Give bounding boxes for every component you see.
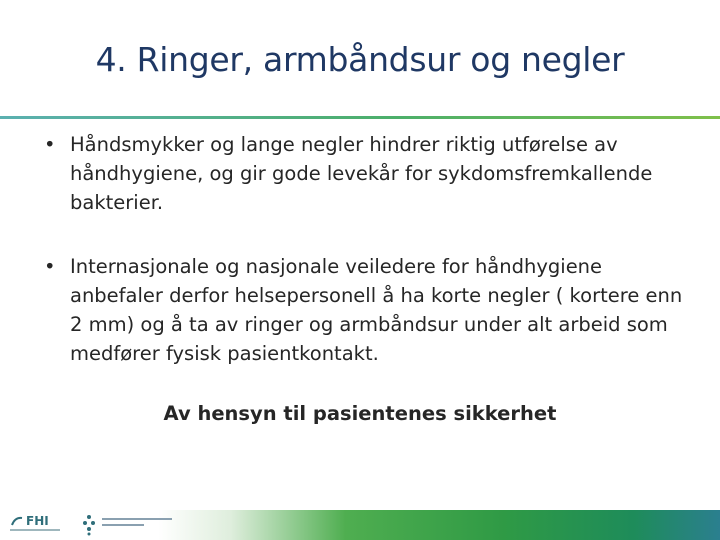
- bullet-text: Internasjonale og nasjonale veiledere for håndhygiene anbefaler derfor helsepersonell å ha korte negler ( kortere enn 2 mm) og å ta av ringer og armbåndsur under alt arbeid som medfører fysisk pasientkontakt.: [70, 255, 683, 365]
- partner-logo-line: [102, 518, 172, 520]
- fhi-logo: [10, 514, 60, 536]
- bullet-text: Håndsmykker og lange negler hindrer riktig utførelse av håndhygiene, og gir gode levekår for sykdomsfremkallende bakterier.: [70, 133, 653, 214]
- partner-logo-dots-icon: [82, 514, 96, 536]
- bullet-marker: •: [44, 255, 56, 278]
- partner-logo: [82, 514, 96, 536]
- partner-logo-text-block: [102, 518, 182, 532]
- bullet-list: [44, 130, 684, 368]
- bullet-item-2: [44, 252, 684, 368]
- slide-title: 4. Ringer, armbåndsur og negler: [95, 40, 625, 79]
- bullet-item-1: [44, 130, 684, 217]
- partner-logo-line: [102, 524, 144, 526]
- fhi-logo-underline: [10, 529, 60, 531]
- title-divider: [0, 116, 720, 119]
- fhi-logo-text: FHI: [26, 514, 49, 528]
- emphasis-text: Av hensyn til pasientenes sikkerhet: [163, 402, 557, 425]
- bullet-marker: •: [44, 133, 56, 156]
- fhi-logo-icon: [10, 515, 24, 529]
